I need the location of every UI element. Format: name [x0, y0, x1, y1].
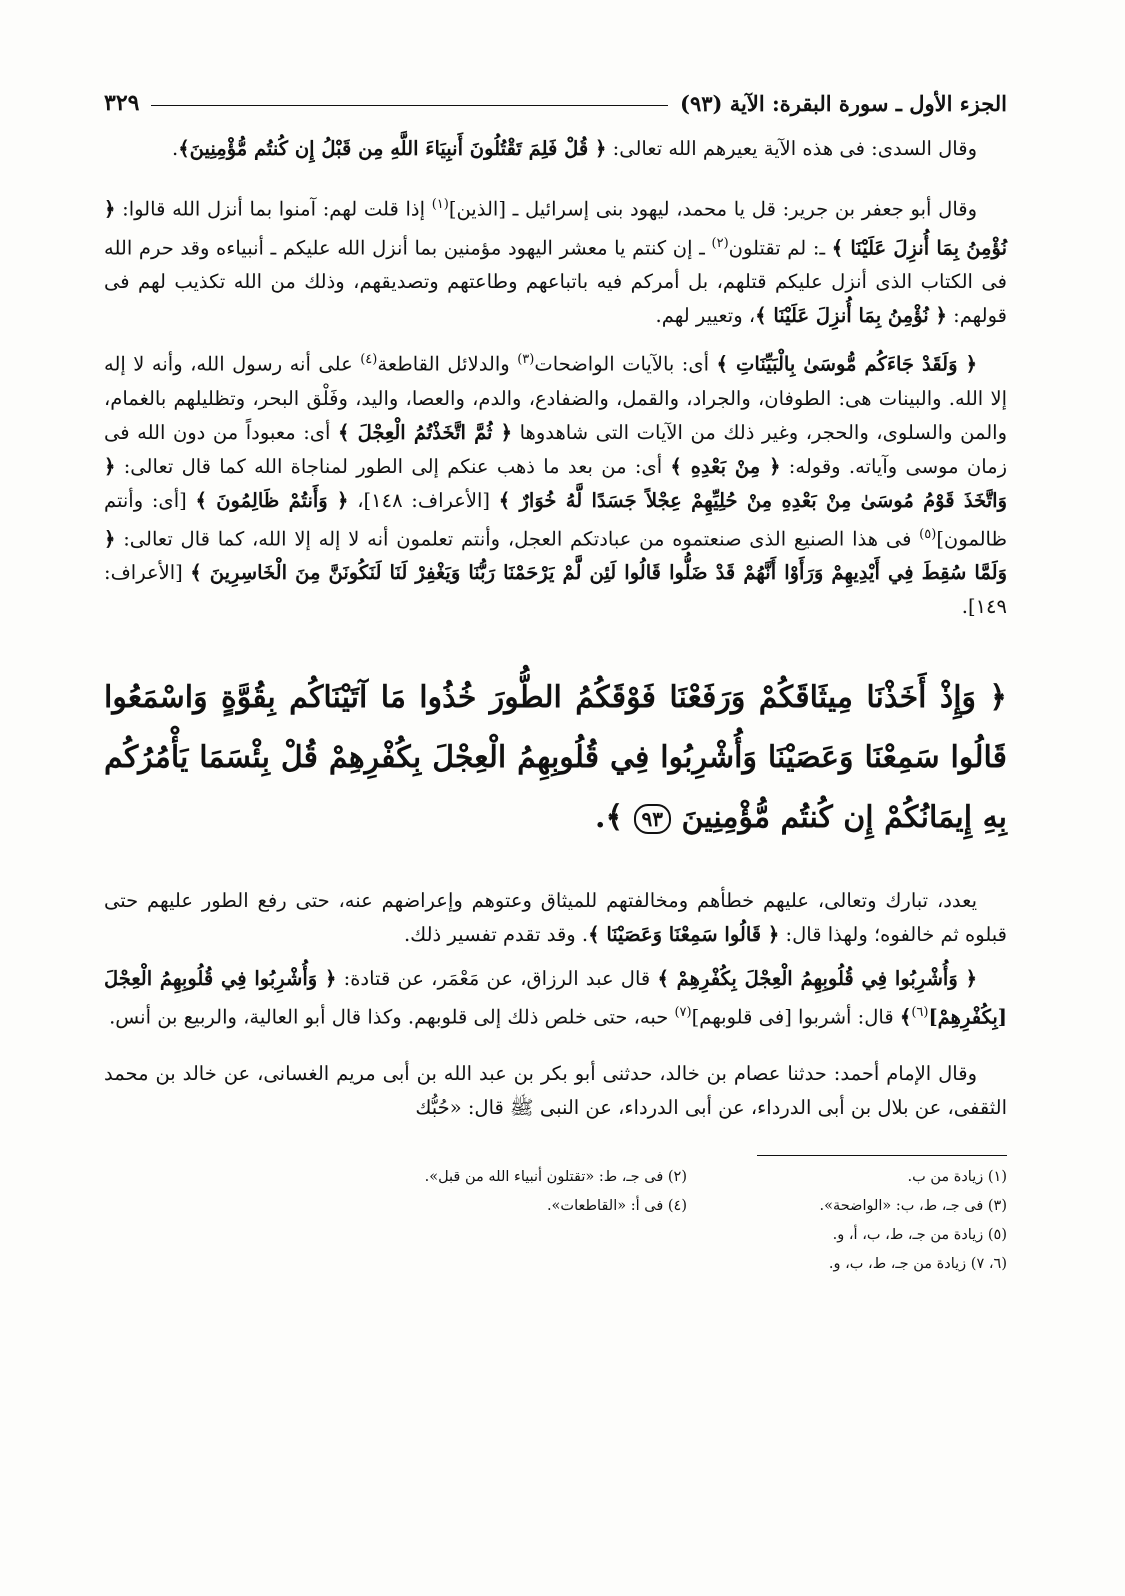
- footnote: (٢) فى جـ، ط: «تقتلون أنبياء الله من قبل».: [424, 1168, 687, 1185]
- quran-quote: ﴿ وَأُشْرِبُوا فِي قُلُوبِهِمُ الْعِجْلَ [بِكُفْرِهِمْ]: [104, 967, 1007, 1029]
- text-run: .: [172, 137, 179, 160]
- quran-quote: ﴿ وَلَمَّا سُقِطَ فِي أَيْدِيهِمْ وَرَأَوْا أَنَّهُمْ قَدْ ضَلُّوا قَالُوا لَئِن لَّمْ يَرْحَمْنَا رَبُّنَا وَيَغْفِرْ لَنَا لَنَكُونَنَّ مِنَ الْخَاسِرِينَ ﴾: [104, 527, 1007, 584]
- verse-end: ﴾.: [595, 800, 624, 835]
- text-run: وقال أبو جعفر بن جرير: قل يا محمد، ليهود بنى إسرائيل ـ [الذين]: [448, 197, 978, 221]
- text-run: . وقد تقدم تفسير ذلك.: [403, 923, 589, 946]
- footnote-marker: (٧): [674, 1005, 692, 1020]
- footnote: (٦، ٧) زيادة من جـ، ط، ب، و.: [828, 1255, 1007, 1272]
- text-run: فى هذا الصنيع الذى صنعتموه من عبادتكم العجل، وأنتم تعلمون أنه لا إله إلا الله، كما قال تعالى:: [115, 527, 920, 550]
- verse-text: ﴿ وَإِذْ أَخَذْنَا مِيثَاقَكُمْ وَرَفَعْنَا فَوْقَكُمُ الطُّورَ خُذُوا مَا آتَيْنَاكُم بِقُوَّةٍ وَاسْمَعُوا قَالُوا سَمِعْنَا وَعَصَيْنَا وَأُشْرِبُوا فِي قُلُوبِهِمُ الْعِجْلَ بِكُفْرِهِمْ قُلْ بِئْسَمَا يَأْمُرُكُم بِهِ إِيمَانُكُمْ إِن كُنتُم مُّؤْمِنِينَ: [104, 680, 1007, 835]
- text-run: والدلائل القاطعة: [377, 352, 518, 376]
- footnote: (٥) زيادة من جـ، ط، ب، أ، و.: [832, 1226, 1007, 1243]
- text-run: وقال السدى: فى هذه الآية يعيرهم الله تعالى:: [606, 137, 977, 160]
- text-run: ، وتعيير لهم.: [655, 304, 756, 327]
- header-title: الجزء الأول ـ سورة البقرة: الآية (٩٣): [680, 90, 1007, 116]
- quran-quote: ﴿ نُؤْمِنُ بِمَا أُنزِلَ عَلَيْنَا ﴾: [104, 197, 1007, 259]
- text-run: أى: من بعد ما ذهب عنكم إلى الطور لمناجاة الله كما قال تعالى:: [115, 454, 671, 478]
- footnote-marker: (١): [431, 197, 449, 212]
- paragraph-ahmad: [104, 1057, 1007, 1125]
- footnote: (١) زيادة من ب.: [907, 1168, 1007, 1185]
- paragraph-qatada: [104, 962, 1007, 1035]
- footnote-separator: [757, 1155, 1007, 1156]
- running-header: [104, 86, 1007, 120]
- text-run: أى: بالآيات الواضحات: [534, 352, 717, 376]
- text-run: على أنه رسول الله، وأنه لا إله إلا الله. والبينات هى: الطوفان، والجراد، والقمل، والضفادع، والدم، والعصا، واليد، وفَلْق البحر، وتظليلهم بالغمام، والمن والسلوى، والحجر، وغير ذلك من الآيات التى شاهدوها: [104, 352, 1007, 444]
- text-run: ـ إن كنتم يا معشر اليهود مؤمنين بما أنزل الله عليكم ـ أنبياءه وقد حرم الله فى الكتاب الذى أنزل عليكم قتلهم، بل أمركم فيه باتباعهم وطاعتهم وتصديقهم، وذلك من الله تكذيب لهم فى قولهم:: [104, 236, 1007, 327]
- paragraph-suddi: [104, 132, 1007, 166]
- text-run: [الأعراف: ١٤٨]،: [348, 488, 499, 512]
- text-run: أى: معبوداً من دون الله فى زمان موسى وآياته. وقوله:: [104, 420, 1007, 478]
- text-run: قال: أشربوا [فى قلوبهم]: [691, 1005, 900, 1029]
- footnote-empty-slot: [387, 1222, 687, 1249]
- paragraph-ibn-jarir: [104, 188, 1007, 333]
- text-run: [الأعراف: ١٤٩].: [104, 561, 1007, 618]
- quran-quote: ﴿ ثُمَّ اتَّخَذْتُمُ الْعِجْلَ ﴾: [338, 420, 513, 444]
- quran-quote: ﴿ قُلْ فَلِمَ تَقْتُلُونَ أَنبِيَاءَ اللَّهِ مِن قَبْلُ إِن كُنتُم مُّؤْمِنِينَ﴾: [178, 137, 607, 160]
- footnote: (٣) فى جـ، ط، ب: «الواضحة».: [819, 1197, 1007, 1214]
- quran-quote: ﴿ وَلَقَدْ جَاءَكُم مُّوسَىٰ بِالْبَيِّنَاتِ ﴾: [716, 352, 978, 376]
- quran-verse-93: [104, 668, 1007, 848]
- header-rule: [151, 105, 668, 106]
- text-run: وقال الإمام أحمد: حدثنا عصام بن خالد، حدثنى أبو بكر بن عبد الله بن أبى مريم الغسانى، عن خالد بن محمد الثقفى، عن بلال بن أبى الدرداء، عن أبى الدرداء، عن النبى ﷺ قال: «حُبُّك: [104, 1061, 1007, 1119]
- page-number: ٣٢٩: [104, 90, 140, 116]
- footnote-marker: (٦): [911, 1005, 929, 1020]
- footnote-marker: (٢): [711, 235, 729, 251]
- quran-quote: ﴿ وَاتَّخَذَ قَوْمُ مُوسَىٰ مِنْ بَعْدِهِ مِنْ حُلِيِّهِمْ عِجْلاً جَسَدًا لَّهُ خُوَارٌ ﴾: [104, 454, 1007, 512]
- footnotes: [104, 1164, 1007, 1278]
- quran-quote: ﴾: [899, 1005, 912, 1029]
- quran-quote: ﴿ وَأَنتُمْ ظَالِمُونَ ﴾: [195, 488, 349, 512]
- footnote-marker: (٣): [517, 352, 535, 367]
- quran-quote: ﴿ نُؤْمِنُ بِمَا أُنزِلَ عَلَيْنَا ﴾: [755, 304, 947, 327]
- text-run: [أى: وأنتم ظالمون]: [104, 488, 1007, 550]
- text-run: إذا قلت لهم: آمنوا بما أنزل الله قالوا:: [115, 197, 432, 221]
- footnote: (٤) فى أ: «القاطعات».: [546, 1197, 687, 1214]
- quran-quote: ﴿ مِنْ بَعْدِهِ ﴾: [670, 454, 781, 478]
- text-run: يعدد، تبارك وتعالى، عليهم خطأهم ومخالفتهم للميثاق وعتوهم وإعراضهم عنه، حتى رفع الطور عليهم حتى قبلوه ثم خالفوه؛ ولهذا قال:: [104, 889, 1007, 946]
- text-run: قال عبد الرزاق، عن مَعْمَر، عن قتادة:: [336, 967, 658, 990]
- footnote-marker: (٤): [360, 352, 378, 367]
- paragraph-clear-signs: [104, 343, 1007, 624]
- quran-quote: ﴿ قَالُوا سَمِعْنَا وَعَصَيْنَا ﴾: [588, 923, 780, 946]
- text-run: حبه، حتى خلص ذلك إلى قلوبهم. وكذا قال أبو العالية، والربيع بن أنس.: [109, 1005, 675, 1029]
- quran-quote: ﴿ وَأُشْرِبُوا فِي قُلُوبِهِمُ الْعِجْلَ بِكُفْرِهِمْ ﴾: [657, 967, 977, 990]
- verse-number-badge: ٩٣: [634, 804, 671, 834]
- text-run: ـ: لم تقتلون: [728, 236, 832, 259]
- paragraph-covenant: [104, 884, 1007, 952]
- footnote-marker: (٥): [919, 526, 937, 542]
